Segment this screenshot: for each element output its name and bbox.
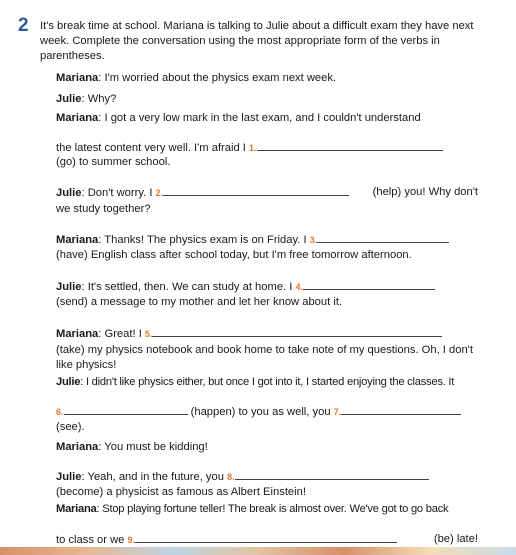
dialogue-line	[56, 326, 442, 342]
speaker-name: Julie	[56, 93, 82, 105]
dialogue-line	[56, 71, 336, 86]
blank-number: 2.	[155, 188, 164, 198]
answer-blank-7[interactable]	[341, 404, 461, 415]
answer-blank-8[interactable]	[235, 469, 429, 480]
line-text: to class or we	[56, 534, 125, 546]
speaker-name: Julie	[56, 187, 82, 199]
dialogue-line	[56, 532, 478, 548]
speaker-name: Mariana	[56, 72, 99, 84]
line-text: (have) English class after school today, but I'm free tomorrow afternoon.	[56, 249, 412, 261]
line-text: (go) to summer school.	[56, 156, 171, 168]
blank-number: 1.	[249, 143, 257, 153]
line-text: (send) a message to my mother and let her know about it.	[56, 296, 343, 308]
speaker-name: Mariana	[56, 503, 97, 515]
line-text: : Yeah, and in the future, you	[81, 471, 224, 483]
speaker-name: Mariana	[56, 234, 99, 246]
speaker-name: Mariana	[56, 112, 99, 124]
line-text: : Thanks! The physics exam is on Friday. I	[98, 234, 307, 246]
line-text: : I got a very low mark in the last exam, and I couldn't understand	[98, 112, 421, 124]
line-text: (help) you! Why don't	[372, 186, 478, 198]
dialogue-line	[56, 502, 448, 517]
blank-number: 8.	[227, 472, 235, 482]
dialogue-line	[56, 185, 478, 201]
answer-blank-6[interactable]	[64, 404, 188, 415]
blank-number: 5.	[144, 329, 153, 339]
blank-number: 9.	[127, 535, 136, 545]
line-text: (become) a physicist as famous as Albert Einstein!	[56, 486, 306, 498]
answer-blank-5[interactable]	[152, 326, 442, 337]
dialogue-line	[56, 404, 461, 420]
answer-blank-2[interactable]	[163, 185, 349, 196]
speaker-name: Julie	[56, 471, 82, 483]
line-text: (see).	[56, 421, 85, 433]
speaker-name: Mariana	[56, 441, 99, 453]
speaker-name: Mariana	[56, 328, 99, 340]
answer-blank-9[interactable]	[135, 532, 397, 543]
dialogue-line	[56, 111, 421, 126]
dialogue-line	[56, 279, 435, 295]
line-text: : Why?	[81, 93, 117, 105]
exercise-instructions: It's break time at school. Mariana is talking to Julie about a difficult exam they have next week. Complete the conversation using the most appropriate form of the verbs in parentheses.	[40, 20, 474, 62]
dialogue-line	[56, 92, 116, 107]
dialogue-line	[56, 375, 454, 390]
blank-number: 6.	[56, 407, 64, 417]
answer-blank-1[interactable]	[257, 140, 443, 151]
line-text: : Don't worry. I	[81, 187, 153, 199]
line-text: (be) late!	[433, 533, 478, 545]
line-text: : Stop playing fortune teller! The break is almost over. We've got to go back	[96, 503, 449, 515]
dialogue-line	[56, 232, 449, 248]
dialogue-line	[56, 440, 208, 455]
line-text: : I didn't like physics either, but once I got into it, I started enjoying the classes. It	[80, 376, 455, 388]
blank-number: 3.	[309, 235, 318, 245]
dialogue-line	[56, 140, 443, 156]
line-text: : Great! I	[98, 328, 142, 340]
answer-blank-3[interactable]	[317, 232, 449, 243]
line-text: the latest content very well. I'm afraid I	[56, 142, 246, 154]
speaker-name: Julie	[56, 281, 82, 293]
line-text: : I'm worried about the physics exam next week.	[98, 72, 337, 84]
blank-number: 4.	[295, 282, 303, 292]
speaker-name: Julie	[56, 376, 81, 388]
exercise-number: 2	[18, 15, 29, 36]
blank-number: 7.	[333, 407, 342, 417]
answer-blank-4[interactable]	[303, 279, 435, 290]
line-text: (happen) to you as well, you	[190, 406, 331, 418]
line-text: we study together?	[56, 203, 151, 215]
line-text: (take) my physics notebook and book home to take note of my questions. Oh, I don't like physics!	[56, 344, 473, 371]
line-text: : You must be kidding!	[98, 441, 208, 453]
page-edge-strip	[0, 547, 516, 555]
dialogue-line	[56, 469, 429, 485]
line-text: : It's settled, then. We can study at home. I	[81, 281, 293, 293]
